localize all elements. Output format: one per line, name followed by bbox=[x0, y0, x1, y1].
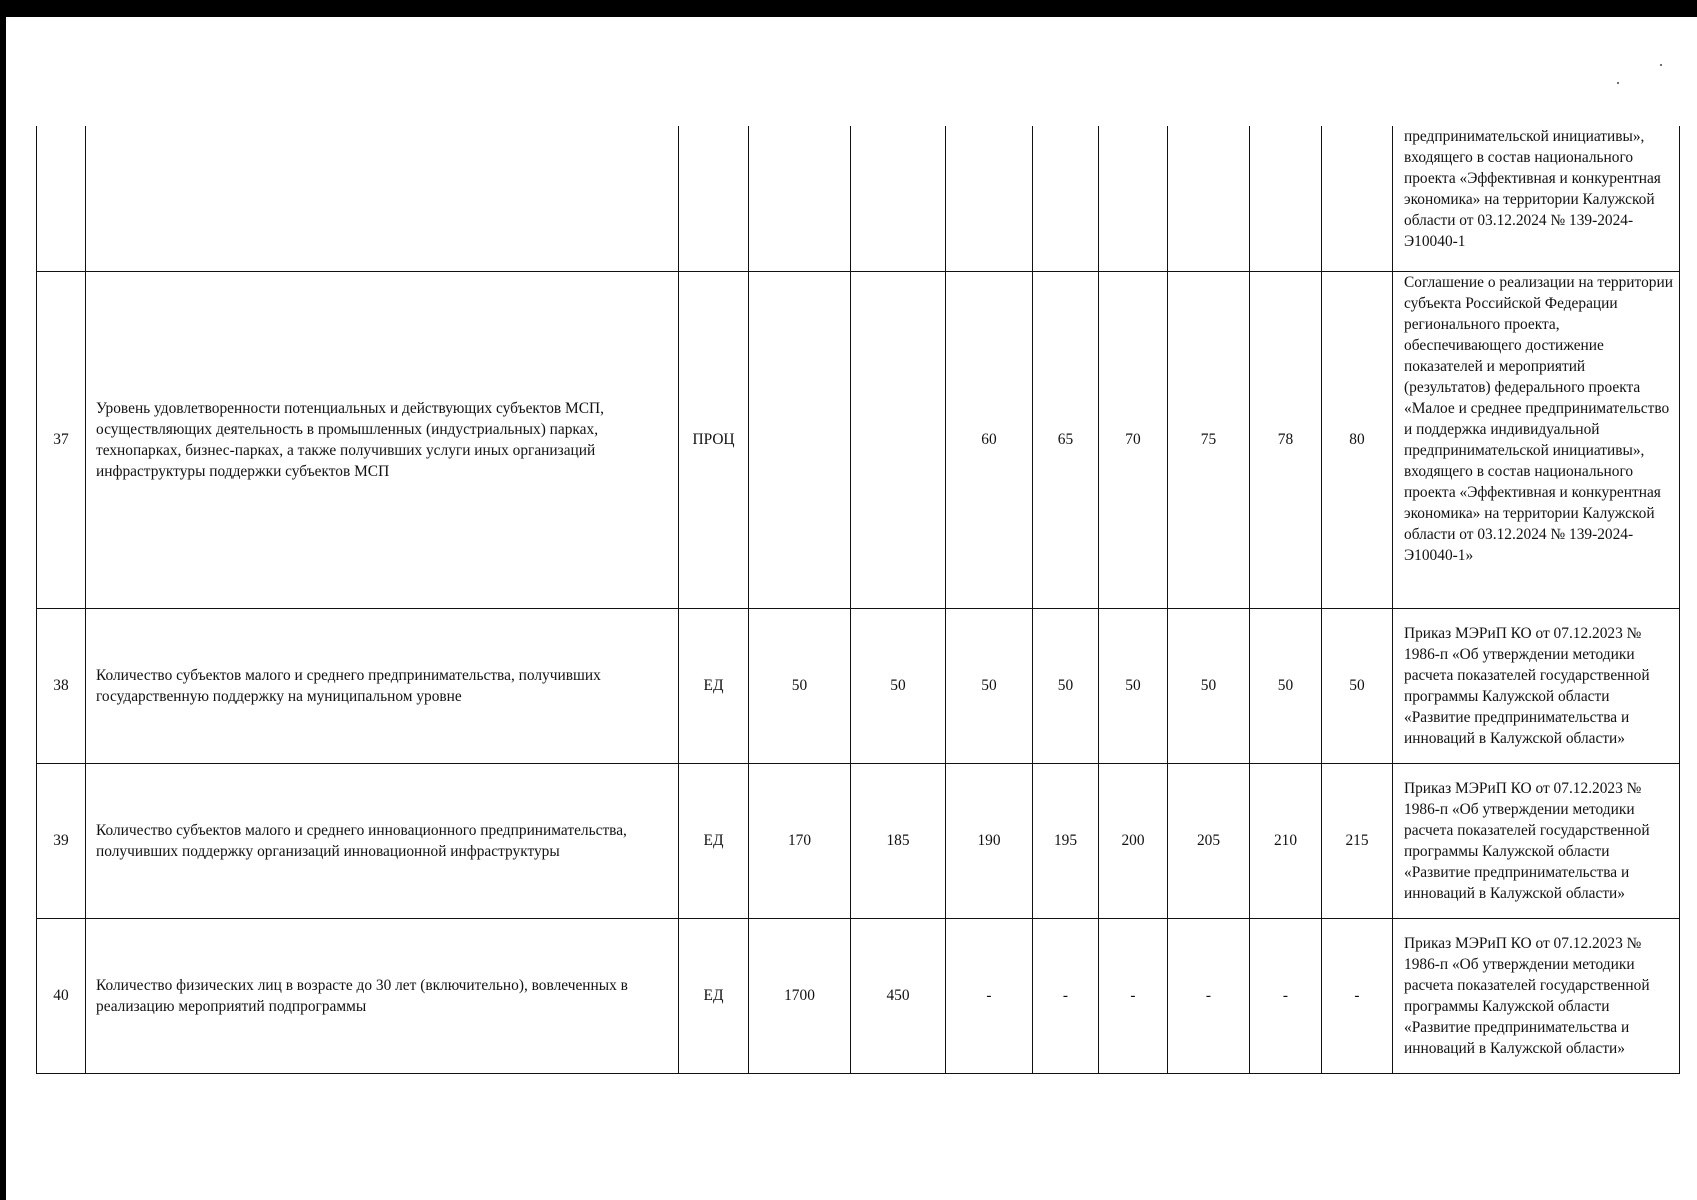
value-cell bbox=[946, 126, 1033, 271]
indicator-name bbox=[86, 126, 679, 271]
table-body bbox=[37, 126, 1680, 1073]
value-cell: 215 bbox=[1322, 763, 1393, 918]
value-cell: 70 bbox=[1099, 271, 1168, 608]
unit-cell bbox=[679, 126, 749, 271]
value-cell: 200 bbox=[1099, 763, 1168, 918]
table-row bbox=[37, 763, 1680, 918]
scan-border-left bbox=[0, 17, 6, 1200]
value-cell bbox=[851, 126, 946, 271]
value-cell: - bbox=[1250, 918, 1322, 1073]
table-row bbox=[37, 608, 1680, 763]
value-cell: 195 bbox=[1033, 763, 1099, 918]
value-cell: 78 bbox=[1250, 271, 1322, 608]
value-cell: - bbox=[1322, 918, 1393, 1073]
value-cell: 205 bbox=[1168, 763, 1250, 918]
value-cell: 50 bbox=[749, 608, 851, 763]
value-cell: 65 bbox=[1033, 271, 1099, 608]
value-cell bbox=[1099, 126, 1168, 271]
scan-border-top bbox=[0, 0, 1697, 17]
value-cell: 210 bbox=[1250, 763, 1322, 918]
table-row bbox=[37, 918, 1680, 1073]
source-document-cell: Приказ МЭРиП КО от 07.12.2023 № 1986-п «Об утверждении методики расчета показателей государственной программы Калужской области «Развитие предпринимательства и инноваций в Калужской области» bbox=[1393, 608, 1680, 763]
row-number: 38 bbox=[37, 608, 86, 763]
value-cell: 80 bbox=[1322, 271, 1393, 608]
indicators-table bbox=[36, 126, 1680, 1074]
scan-speck bbox=[1617, 82, 1619, 84]
value-cell bbox=[749, 126, 851, 271]
source-document-cell: Приказ МЭРиП КО от 07.12.2023 № 1986-п «Об утверждении методики расчета показателей государственной программы Калужской области «Развитие предпринимательства и инноваций в Калужской области» bbox=[1393, 763, 1680, 918]
value-cell: 50 bbox=[1250, 608, 1322, 763]
value-cell: 50 bbox=[1033, 608, 1099, 763]
value-cell: 50 bbox=[1322, 608, 1393, 763]
value-cell: 50 bbox=[946, 608, 1033, 763]
unit-cell: ЕД bbox=[679, 608, 749, 763]
value-cell: 50 bbox=[851, 608, 946, 763]
value-cell bbox=[1168, 126, 1250, 271]
value-cell: 75 bbox=[1168, 271, 1250, 608]
unit-cell: ЕД bbox=[679, 918, 749, 1073]
table-row-continued bbox=[37, 126, 1680, 271]
value-cell: 170 bbox=[749, 763, 851, 918]
indicator-name: Количество субъектов малого и среднего инновационного предпринимательства, получивших поддержку организаций инновационной инфраструктуры bbox=[86, 763, 679, 918]
row-number bbox=[37, 126, 86, 271]
value-cell bbox=[851, 271, 946, 608]
value-cell: 185 bbox=[851, 763, 946, 918]
value-cell bbox=[749, 271, 851, 608]
value-cell bbox=[1250, 126, 1322, 271]
value-cell: - bbox=[1168, 918, 1250, 1073]
row-number: 40 bbox=[37, 918, 86, 1073]
value-cell: 60 bbox=[946, 271, 1033, 608]
value-cell: 50 bbox=[1168, 608, 1250, 763]
indicator-name: Уровень удовлетворенности потенциальных и действующих субъектов МСП, осуществляющих деятельность в промышленных (индустриальных) парках, технопарках, бизнес-парках, а также получивших услуги иных организаций инфраструктуры поддержки субъектов МСП bbox=[86, 271, 679, 608]
value-cell: 450 bbox=[851, 918, 946, 1073]
indicator-name: Количество субъектов малого и среднего предпринимательства, получивших государственную поддержку на муниципальном уровне bbox=[86, 608, 679, 763]
value-cell: 50 bbox=[1099, 608, 1168, 763]
unit-cell: ЕД bbox=[679, 763, 749, 918]
scan-speck bbox=[1660, 64, 1662, 66]
value-cell: - bbox=[1099, 918, 1168, 1073]
value-cell: 1700 bbox=[749, 918, 851, 1073]
value-cell: - bbox=[1033, 918, 1099, 1073]
value-cell bbox=[1033, 126, 1099, 271]
source-document-cell: Соглашение о реализации на территории субъекта Российской Федерации регионального проекта, обеспечивающего достижение показателей и мероприятий (результатов) федерального проекта «Малое и среднее предпринимательство и поддержка индивидуальной предпринимательской инициативы», входящего в состав национального проекта «Эффективная и конкурентная экономика» на территории Калужской области от 03.12.2024 № 139-2024-Э10040-1» bbox=[1393, 271, 1680, 608]
row-number: 39 bbox=[37, 763, 86, 918]
value-cell: - bbox=[946, 918, 1033, 1073]
unit-cell: ПРОЦ bbox=[679, 271, 749, 608]
source-document-cell: предпринимательской инициативы», входящего в состав национального проекта «Эффективная и конкурентная экономика» на территории Калужской области от 03.12.2024 № 139-2024-Э10040-1 bbox=[1393, 126, 1680, 271]
table-row bbox=[37, 271, 1680, 608]
source-document-cell: Приказ МЭРиП КО от 07.12.2023 № 1986-п «Об утверждении методики расчета показателей государственной программы Калужской области «Развитие предпринимательства и инноваций в Калужской области» bbox=[1393, 918, 1680, 1073]
row-number: 37 bbox=[37, 271, 86, 608]
value-cell bbox=[1322, 126, 1393, 271]
value-cell: 190 bbox=[946, 763, 1033, 918]
indicator-name: Количество физических лиц в возрасте до 30 лет (включительно), вовлеченных в реализацию мероприятий подпрограммы bbox=[86, 918, 679, 1073]
